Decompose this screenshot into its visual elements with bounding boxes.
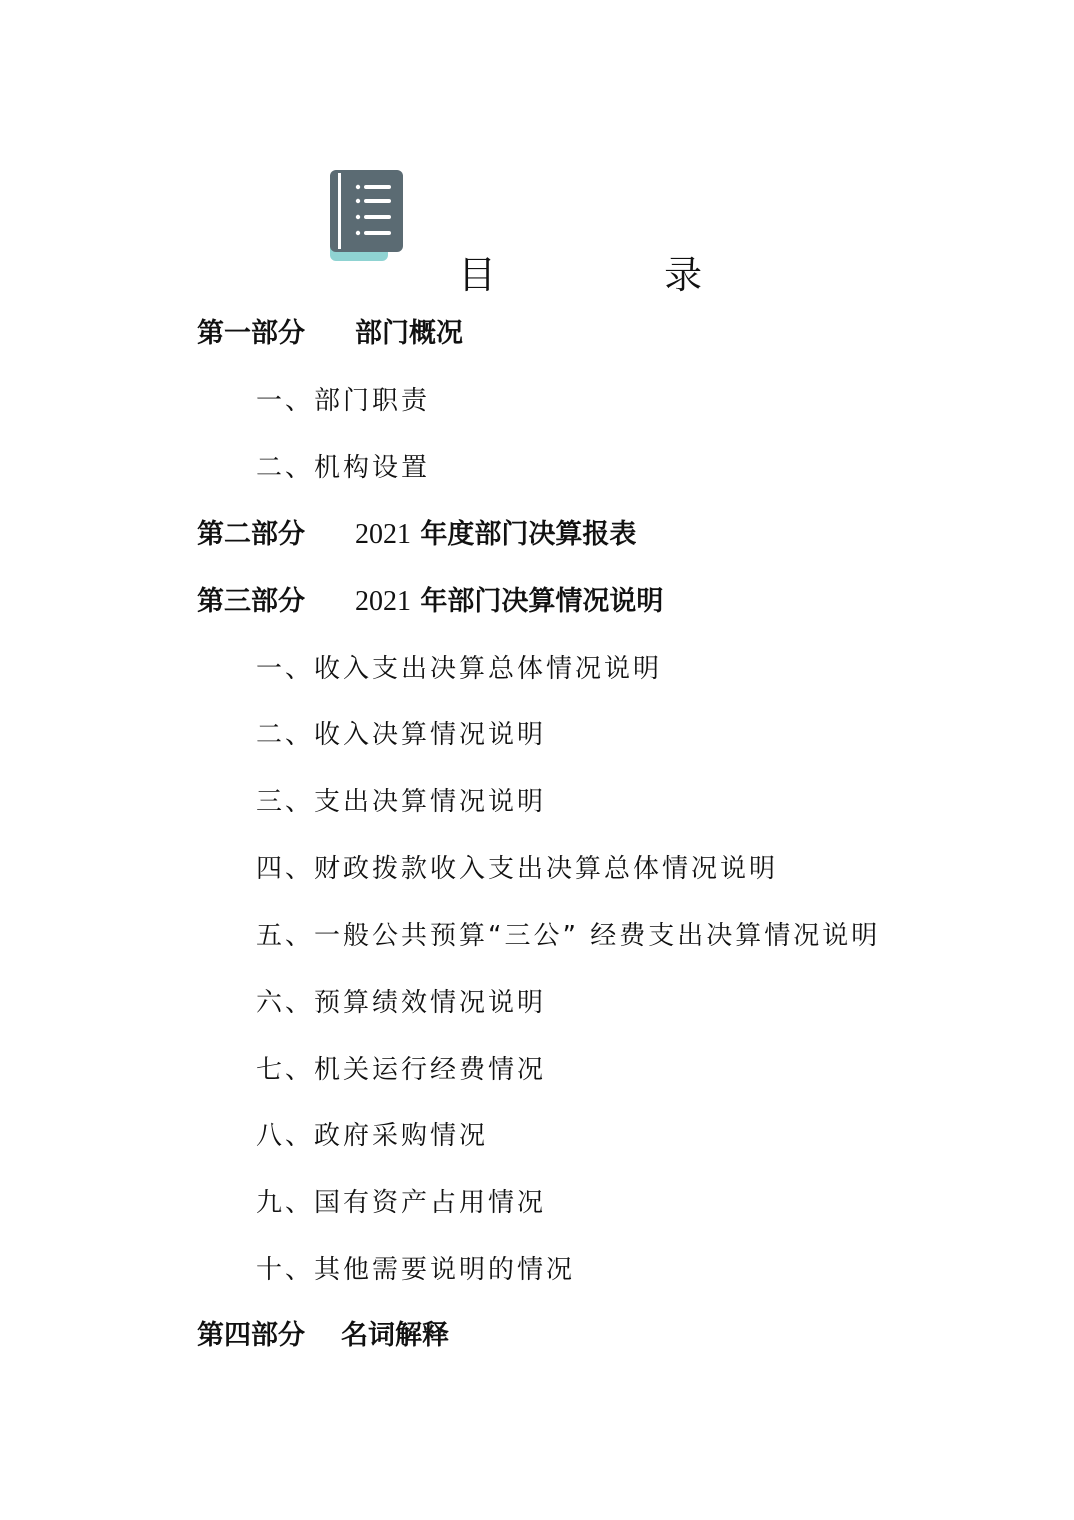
part-year: 2021 [355, 519, 411, 550]
toc-item[interactable]: 二、机构设置 [256, 453, 431, 483]
toc-part-4[interactable] [197, 1318, 449, 1354]
part-label: 第三部分 [197, 586, 305, 617]
part-label: 第四部分 [197, 1320, 305, 1351]
toc-item[interactable]: 四、财政拨款收入支出决算总体情况说明 [256, 854, 779, 884]
toc-part-3[interactable] [197, 584, 663, 620]
part-title: 年部门决算情况说明 [420, 586, 664, 617]
toc-item[interactable]: 八、政府采购情况 [256, 1121, 489, 1151]
toc-item[interactable]: 九、国有资产占用情况 [256, 1188, 547, 1218]
toc-item[interactable]: 一、收入支出决算总体情况说明 [256, 654, 663, 684]
toc-item[interactable]: 三、支出决算情况说明 [256, 787, 547, 817]
toc-part-1[interactable] [197, 316, 463, 352]
toc-item[interactable]: 十、其他需要说明的情况 [256, 1255, 576, 1285]
toc-item[interactable]: 五、一般公共预算“三公” 经费支出决算情况说明 [256, 921, 881, 951]
part-label: 第一部分 [197, 318, 305, 349]
part-year: 2021 [355, 586, 411, 617]
toc-part-2[interactable] [197, 517, 636, 553]
part-title: 年度部门决算报表 [420, 519, 637, 550]
toc-item[interactable]: 二、收入决算情况说明 [256, 720, 547, 750]
toc-item[interactable]: 七、机关运行经费情况 [256, 1055, 547, 1085]
toc-item[interactable]: 六、预算绩效情况说明 [256, 988, 547, 1018]
part-label: 第二部分 [197, 519, 305, 550]
part-title: 名词解释 [341, 1320, 449, 1351]
page-title: 目 录 [458, 253, 781, 297]
toc-item[interactable]: 一、部门职责 [256, 386, 431, 416]
part-title: 部门概况 [355, 318, 463, 349]
